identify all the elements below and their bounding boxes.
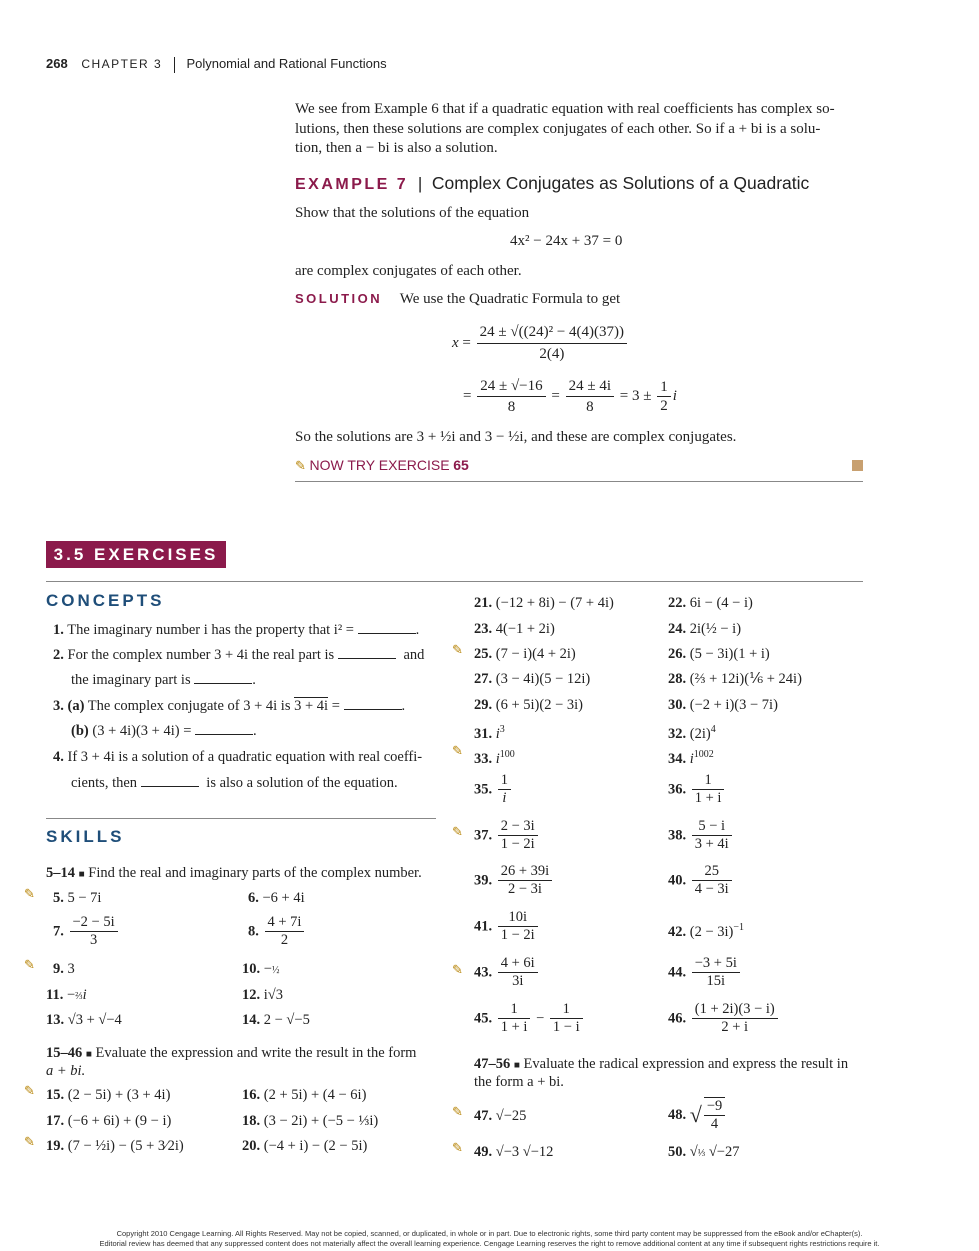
exercise-39: 39. $\frac{26 + 39i}{2 - 3i}$: [474, 863, 554, 898]
exercise-34: 34. $i^{1002}$: [668, 749, 714, 767]
footer-line-1: Copyright 2010 Cengage Learning. All Rights Reserved. May not be copied, scanned, or duplicated, in whole or in part. Due to electronic rights, some third party content may be suppressed from the eBook and/or eChapter(s).: [116, 1229, 863, 1238]
section-title: 3.5 EXERCISES: [46, 541, 226, 568]
pencil-icon: ✎: [24, 957, 35, 972]
pencil-icon: ✎: [452, 743, 463, 758]
example-label: EXAMPLE 7: [295, 176, 409, 193]
exercise-22: 22. 6i − (4 − i): [668, 595, 753, 611]
solution-line: [295, 291, 620, 308]
now-try-line: [295, 457, 863, 482]
concept-2-cont: the imaginary part is .: [71, 672, 256, 688]
example-equation: 4x² − 24x + 37 = 0: [510, 233, 623, 249]
example-heading: [295, 173, 809, 194]
blank[interactable]: [195, 722, 253, 735]
instruction-15-46: 15–46 ■ Evaluate the expression and write the result in the form: [46, 1045, 417, 1061]
exercise-5: 5. 5 − 7i: [53, 890, 102, 906]
step2-fraction-2: [566, 376, 614, 417]
exercise-10: 10. −½: [242, 961, 280, 977]
exercise-43: 43. $\frac{4 + 6i}{3i}$: [474, 955, 540, 990]
half-den: 2: [660, 398, 668, 414]
step2-num-2: 24 ± 4i: [566, 376, 614, 397]
exercise-47: 47. √−25: [474, 1108, 527, 1124]
exercise-15: 15. (2 − 5i) + (3 + 4i): [46, 1087, 171, 1103]
instruction-47-56-cont: the form a + bi.: [474, 1074, 564, 1090]
exercise-12: 12. i√3: [242, 987, 283, 1003]
intro-line-3: tion, then a − bi is also a solution.: [295, 140, 498, 156]
exercise-44: 44. $\frac{-3 + 5i}{15i}$: [668, 955, 742, 990]
exercise-32: 32. $(2i)^4$: [668, 724, 716, 742]
exercise-37: 37. $\frac{2 - 3i}{1 - 2i}$: [474, 818, 540, 853]
pencil-icon: ✎: [452, 1104, 463, 1119]
half-num: 1: [657, 378, 671, 397]
formula-step-2: [463, 376, 677, 417]
pencil-icon: ✎: [24, 1083, 35, 1098]
exercise-27: 27. (3 − 4i)(5 − 12i): [474, 671, 591, 687]
step2-equals-2: =: [551, 388, 560, 404]
blank[interactable]: [141, 774, 199, 787]
exercise-33: 33. $i^{100}$: [474, 749, 515, 767]
blank[interactable]: [344, 697, 402, 710]
instruction-5-14: 5–14 ■ Find the real and imaginary parts of the complex number.: [46, 865, 422, 881]
exercise-21: 21. (−12 + 8i) − (7 + 4i): [474, 595, 614, 611]
exercise-50: 50. √⅓ √−27: [668, 1144, 740, 1160]
example-conclusion: So the solutions are 3 + ½i and 3 − ½i, and these are complex conjugates.: [295, 429, 737, 445]
page-header: [46, 56, 387, 73]
example-separator: |: [417, 174, 423, 193]
pencil-icon: ✎: [452, 1140, 463, 1155]
concept-1: 1. The imaginary number i has the property that i² = .: [53, 622, 420, 638]
pencil-icon: ✎: [452, 962, 463, 977]
exercise-23: 23. 4(−1 + 2i): [474, 621, 555, 637]
exercise-13: 13. √3 + √−4: [46, 1012, 122, 1028]
formula-equals: =: [462, 335, 475, 351]
exercise-26: 26. (5 − 3i)(1 + i): [668, 646, 770, 662]
chapter-title: Polynomial and Rational Functions: [186, 56, 387, 71]
step2-fraction-1: [477, 376, 545, 417]
formula-x: x: [452, 335, 459, 351]
blank[interactable]: [194, 671, 252, 684]
exercise-36: 36. $\frac{1}{1 + i}$: [668, 772, 726, 807]
exercise-38: 38. $\frac{5 - i}{3 + 4i}$: [668, 818, 734, 853]
exercise-25: 25. (7 − i)(4 + 2i): [474, 646, 576, 662]
exercise-42: 42. $(2 - 3i)^{-1}$: [668, 922, 745, 940]
exercise-30: 30. (−2 + i)(3 − 7i): [668, 697, 778, 713]
header-divider: [174, 57, 175, 73]
formula-denominator: 2(4): [539, 346, 565, 362]
exercise-28: 28. (⅔ + 12i)(⅙ + 24i): [668, 671, 802, 687]
pencil-icon: ✎: [295, 458, 306, 473]
exercise-49: 49. √−3 √−12: [474, 1144, 554, 1160]
instruction-15-46-cont: a + bi.: [46, 1063, 86, 1079]
concept-4-cont: cients, then is also a solution of the equation.: [71, 775, 398, 791]
concepts-heading: CONCEPTS: [46, 591, 165, 610]
exercise-24: 24. 2i(½ − i): [668, 621, 742, 637]
step2-den-1: 8: [507, 399, 516, 415]
exercise-31: 31. $i^3$: [474, 724, 505, 742]
end-of-example-square: [852, 460, 863, 471]
pencil-icon: ✎: [452, 824, 463, 839]
concept-3b: (b) (3 + 4i)(3 + 4i) = .: [71, 723, 257, 739]
pencil-icon: ✎: [24, 886, 35, 901]
exercise-46: 46. $\frac{(1 + 2i)(3 - i)}{2 + i}$: [668, 1001, 780, 1036]
exercise-8: 8. $\frac{4 + 7i}{2}$: [248, 914, 306, 949]
footer-line-2: Editorial review has deemed that any suppressed content does not materially affect the overall learning experience. Cengage Learning reserves the right to remove additional content at any time if subsequent rights restrictions require it.: [99, 1238, 880, 1248]
exercise-11: 11. −⅔i: [46, 987, 87, 1003]
pencil-icon: ✎: [24, 1134, 35, 1149]
concepts-rule: [46, 818, 436, 819]
instruction-47-56: 47–56 ■ Evaluate the radical expression and express the result in: [474, 1056, 849, 1072]
example-statement: Show that the solutions of the equation: [295, 205, 530, 221]
exercise-29: 29. (6 + 5i)(2 − 3i): [474, 697, 583, 713]
step2-equals-1: =: [463, 388, 472, 404]
intro-line-1: We see from Example 6 that if a quadratic equation with real coefficients has complex so-: [295, 101, 835, 117]
blank[interactable]: [358, 621, 416, 634]
section-rule: [46, 581, 863, 582]
step2-result: = 3 ±: [619, 388, 652, 404]
skills-heading: SKILLS: [46, 827, 125, 846]
quadratic-formula: [452, 322, 629, 365]
step2-den-2: 8: [586, 399, 594, 415]
exercise-35: 35. $\frac{1}{i}$: [474, 772, 513, 807]
formula-fraction: [477, 322, 627, 365]
exercise-9: 9. 3: [53, 961, 75, 977]
intro-line-2: lutions, then these solutions are complex conjugates of each other. So if a + bi is a solu-: [295, 120, 821, 137]
exercise-41: 41. $\frac{10i}{1 - 2i}$: [474, 909, 540, 944]
formula-numerator: 24 ± √((24)² − 4(4)(37)): [477, 322, 627, 344]
page-number: 268: [46, 56, 68, 71]
copyright-footer: [0, 1229, 979, 1248]
concept-3a: 3. (a) The complex conjugate of 3 + 4i is 3 + 4i = .: [53, 698, 406, 714]
concept-4: 4. If 3 + 4i is a solution of a quadratic equation with real coeffi-: [53, 749, 423, 765]
exercise-18: 18. (3 − 2i) + (−5 − ⅓i): [242, 1113, 379, 1129]
exercise-20: 20. (−4 + i) − (2 − 5i): [242, 1138, 368, 1154]
exercise-7: 7. $\frac{-2 - 5i}{3}$: [53, 914, 120, 949]
solution-label: SOLUTION: [295, 291, 383, 306]
exercise-17: 17. (−6 + 6i) + (9 − i): [46, 1113, 172, 1129]
step2-half: [657, 378, 671, 415]
solution-text: We use the Quadratic Formula to get: [399, 291, 621, 307]
blank[interactable]: [338, 646, 396, 659]
exercise-45: 45. $\frac{1}{1 + i}$ − $\frac{1}{1 - i}$: [474, 1001, 585, 1036]
exercise-16: 16. (2 + 5i) + (4 − 6i): [242, 1087, 367, 1103]
example-title: Complex Conjugates as Solutions of a Quadratic: [431, 173, 810, 193]
exercise-40: 40. $\frac{25}{4 - 3i}$: [668, 863, 734, 898]
exercise-19: 19. (7 − ½i) − (5 + 3⁄2i): [46, 1138, 184, 1154]
now-try-number[interactable]: 65: [453, 457, 469, 473]
step2-num-1: 24 ± √−16: [477, 376, 545, 397]
exercise-48: 48. √ $\frac{-9}{4}$: [668, 1097, 727, 1133]
exercise-14: 14. 2 − √−5: [242, 1012, 310, 1028]
concept-2: 2. For the complex number 3 + 4i the real part is and: [53, 647, 425, 663]
chapter-label: CHAPTER 3: [81, 57, 163, 71]
exercise-6: 6. −6 + 4i: [248, 890, 305, 906]
step2-i: i: [672, 388, 677, 404]
example-statement-2: are complex conjugates of each other.: [295, 263, 522, 279]
now-try-link[interactable]: NOW TRY EXERCISE: [309, 457, 450, 473]
pencil-icon: ✎: [452, 642, 463, 657]
intro-paragraph: [295, 100, 865, 159]
